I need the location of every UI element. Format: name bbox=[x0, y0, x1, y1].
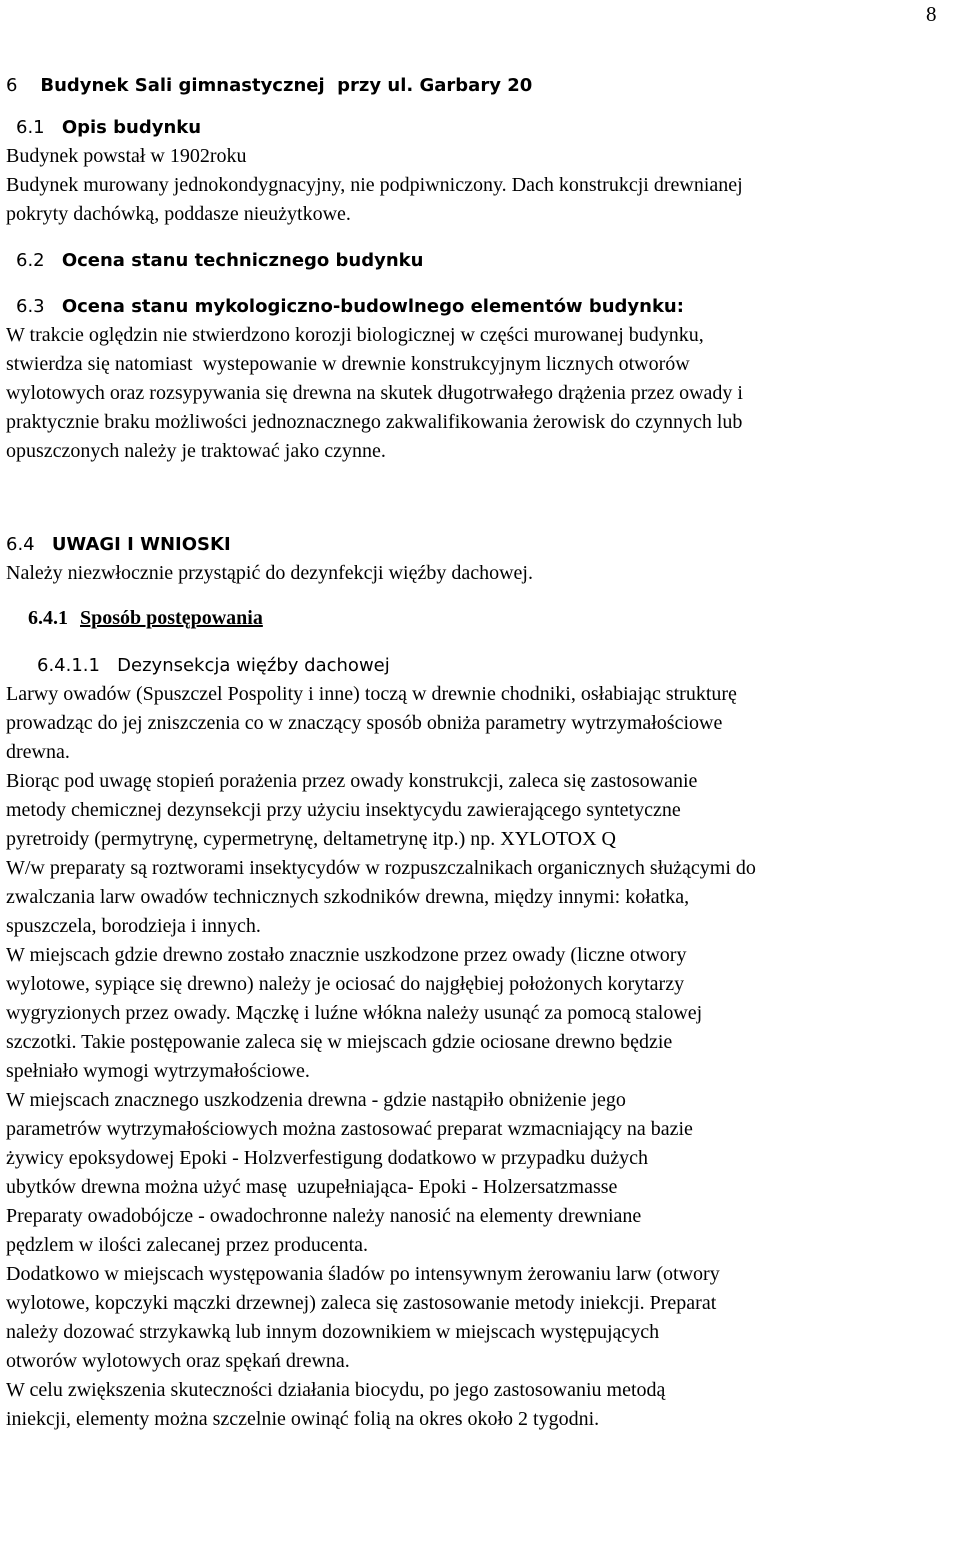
text-line: Preparaty owadobójcze - owadochronne należy nanosić na elementy drewniane bbox=[6, 1205, 642, 1227]
section-6-4-heading bbox=[6, 531, 960, 559]
section-number: 6.4.1 bbox=[28, 607, 68, 629]
section-title: Budynek Sali gimnastycznej przy ul. Garbary 20 bbox=[40, 75, 533, 96]
text-line: W miejscach gdzie drewno zostało znacznie uszkodzone przez owady (liczne otwory bbox=[6, 944, 687, 966]
text-line: wylotowe, sypiące się drewno) należy je ociosać do najgłębiej położonych korytarzy bbox=[6, 973, 685, 995]
section-title: Ocena stanu technicznego budynku bbox=[61, 250, 424, 271]
text-line: pędzlem w ilości zalecanej przez producenta. bbox=[6, 1234, 369, 1256]
text-line: spełniało wymogi wytrzymałościowe. bbox=[6, 1060, 310, 1082]
text-line: W miejscach znacznego uszkodzenia drewna - gdzie nastąpiło obniżenie jego bbox=[6, 1089, 626, 1111]
section-title: Opis budynku bbox=[61, 117, 202, 138]
text-line: W trakcie oględzin nie stwierdzono korozji biologicznej w części murowanej budynku, bbox=[6, 324, 704, 346]
section-number: 6.4 bbox=[6, 534, 35, 555]
text-line: Larwy owadów (Spuszczel Pospolity i inne) toczą w drewnie chodniki, osłabiając strukturę bbox=[6, 683, 737, 705]
section-6-4-1-1-heading bbox=[37, 652, 960, 680]
text-line: zwalczania larw owadów technicznych szkodników drewna, między innymi: kołatka, bbox=[6, 886, 690, 908]
text-line: należy dozować strzykawką lub innym dozownikiem w miejscach występujących bbox=[6, 1321, 660, 1343]
section-6-heading bbox=[6, 72, 960, 100]
text-line: Budynek murowany jednokondygnacyjny, nie podpiwniczony. Dach konstrukcji drewnianej bbox=[6, 174, 743, 196]
section-number: 6 bbox=[6, 75, 18, 96]
text-line: Biorąc pod uwagę stopień porażenia przez owady konstrukcji, zaleca się zastosowanie bbox=[6, 770, 698, 792]
text-line: opuszczonych należy je traktować jako czynne. bbox=[6, 440, 386, 462]
section-6-1-body bbox=[6, 142, 960, 229]
section-6-1-heading bbox=[6, 114, 960, 142]
document-body bbox=[6, 68, 960, 1434]
text-line: prowadząc do jej zniszczenia co w znaczący sposób obniża parametry wytrzymałościowe bbox=[6, 712, 723, 734]
section-number: 6.2 bbox=[16, 250, 45, 271]
text-line: Należy niezwłocznie przystąpić do dezynfekcji więźby dachowej. bbox=[6, 562, 533, 584]
section-6-4-1-heading bbox=[28, 607, 960, 630]
text-line: wygryzionych przez owady. Mączkę i luźne włókna należy usunąć za pomocą stalowej bbox=[6, 1002, 703, 1024]
text-line: drewna. bbox=[6, 741, 70, 763]
page-number: 8 bbox=[926, 2, 937, 26]
section-6-3-heading bbox=[6, 293, 960, 321]
section-6-4-body bbox=[6, 559, 960, 588]
text-line: wylotowe, kopczyki mączki drzewnej) zaleca się zastosowanie metody iniekcji. Preparat bbox=[6, 1292, 717, 1314]
section-title: UWAGI I WNIOSKI bbox=[51, 534, 231, 555]
text-line: ubytków drewna można użyć masę uzupełniająca- Epoki - Holzersatzmasse bbox=[6, 1176, 618, 1198]
text-line: praktycznie braku możliwości jednoznacznego zakwalifikowania żerowisk do czynnych lub bbox=[6, 411, 743, 433]
text-line: żywicy epoksydowej Epoki - Holzverfestigung dodatkowo w przypadku dużych bbox=[6, 1147, 649, 1169]
text-line: wylotowych oraz rozsypywania się drewna na skutek długotrwałego drążenia przez owady i bbox=[6, 382, 743, 404]
section-title: Ocena stanu mykologiczno-budowlnego elementów budynku: bbox=[61, 296, 684, 317]
text-line: Budynek powstał w 1902roku bbox=[6, 145, 247, 167]
section-title: Dezynsekcja więźby dachowej bbox=[117, 655, 390, 676]
text-line: pyretroidy (permytrynę, cypermetrynę, deltametrynę itp.) np. XYLOTOX Q bbox=[6, 828, 616, 850]
text-line: spuszczela, borodzieja i innych. bbox=[6, 915, 261, 937]
section-6-4-1-1-body bbox=[6, 680, 960, 1434]
section-number: 6.3 bbox=[16, 296, 45, 317]
text-line: parametrów wytrzymałościowych można zastosować preparat wzmacniający na bazie bbox=[6, 1118, 693, 1140]
section-6-2-heading bbox=[6, 247, 960, 275]
section-number: 6.1 bbox=[16, 117, 45, 138]
text-line: metody chemicznej dezynsekcji przy użyciu insektycydu zawierającego syntetyczne bbox=[6, 799, 681, 821]
text-line: stwierdza się natomiast wystepowanie w drewnie konstrukcyjnym licznych otworów bbox=[6, 353, 690, 375]
text-line: otworów wylotowych oraz spękań drewna. bbox=[6, 1350, 350, 1372]
text-line: iniekcji, elementy można szczelnie owinąć folią na okres około 2 tygodni. bbox=[6, 1408, 600, 1430]
section-title: Sposób postępowania bbox=[80, 607, 263, 629]
section-6-3-body bbox=[6, 321, 960, 466]
text-line: W/w preparaty są roztworami insektycydów w rozpuszczalnikach organicznych służącymi do bbox=[6, 857, 756, 879]
text-line: szczotki. Takie postępowanie zaleca się w miejscach gdzie ociosane drewno będzie bbox=[6, 1031, 673, 1053]
text-line: W celu zwiększenia skuteczności działania biocydu, po jego zastosowaniu metodą bbox=[6, 1379, 666, 1401]
section-number: 6.4.1.1 bbox=[37, 655, 100, 676]
text-line: pokryty dachówką, poddasze nieużytkowe. bbox=[6, 203, 351, 225]
text-line: Dodatkowo w miejscach występowania śladów po intensywnym żerowaniu larw (otwory bbox=[6, 1263, 720, 1285]
